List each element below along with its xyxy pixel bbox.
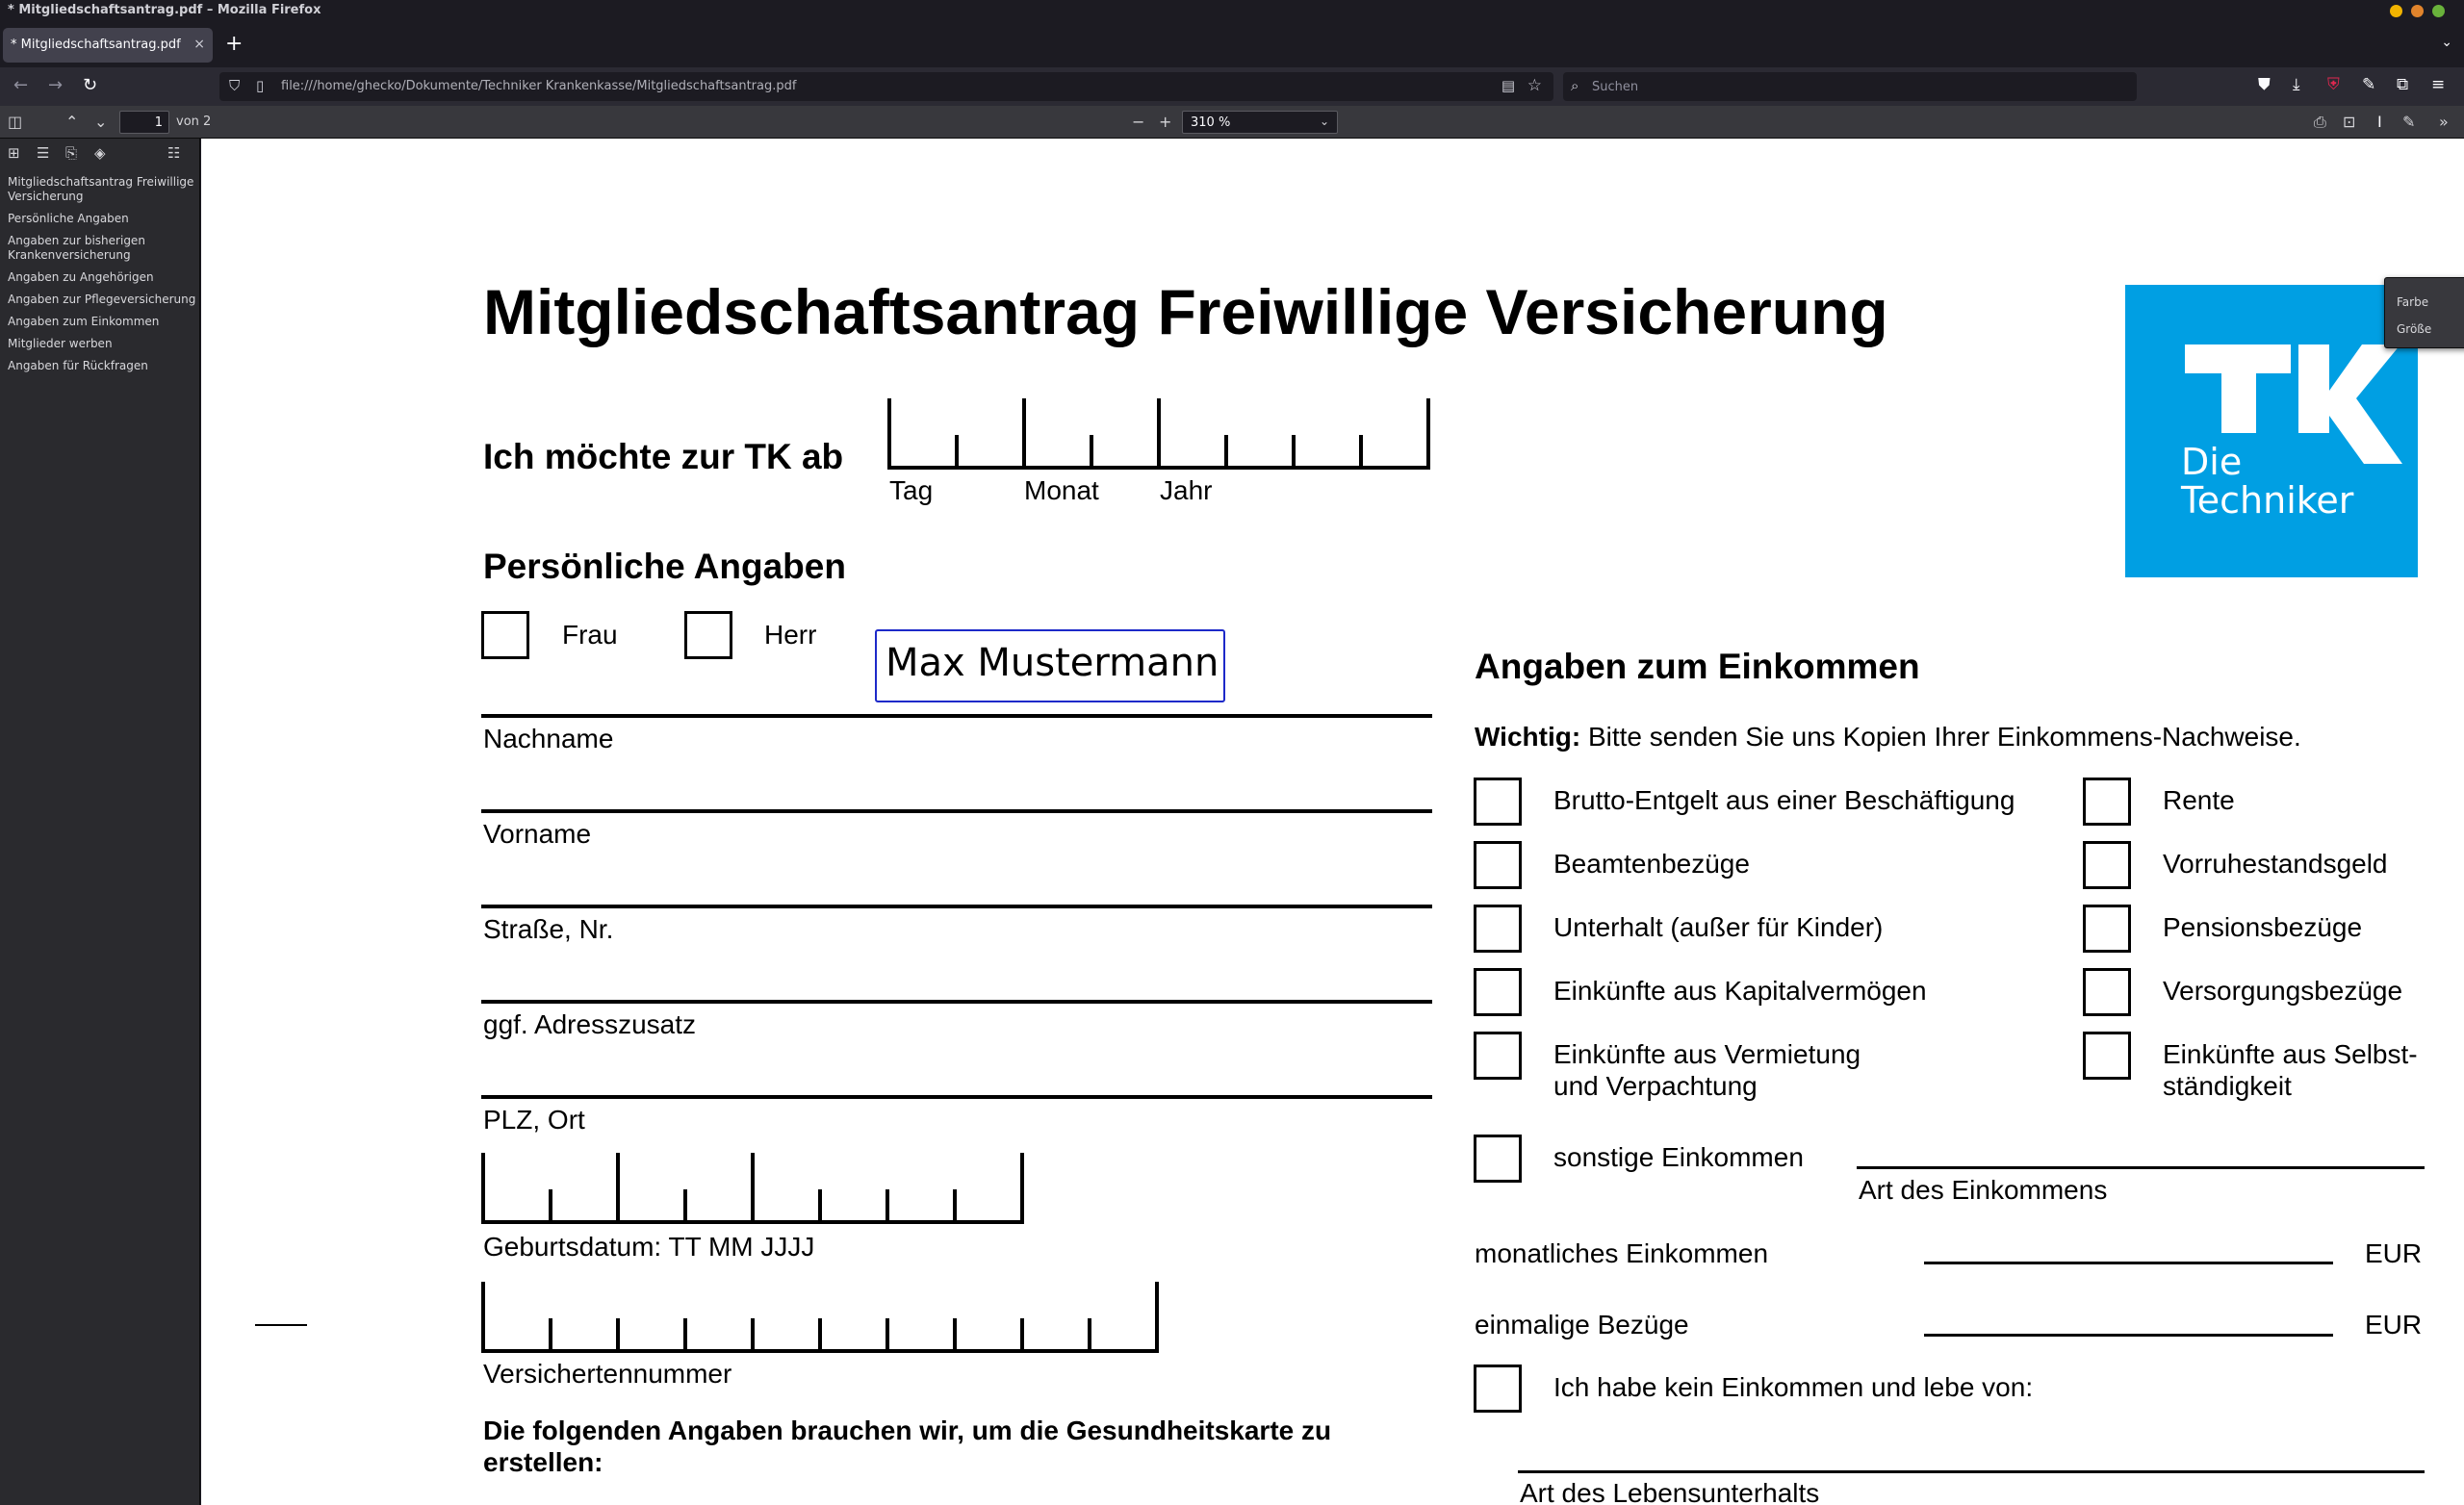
one-time-label: einmalige Bezüge (1475, 1310, 1689, 1339)
kapital-checkbox[interactable] (1474, 968, 1522, 1016)
previous-page-icon[interactable]: ⌃ (65, 113, 79, 131)
tab-label: * Mitgliedschaftsantrag.pdf (11, 38, 181, 52)
zoom-in-icon[interactable]: + (1159, 113, 1172, 131)
maximize-button[interactable] (2411, 5, 2424, 17)
close-window-button[interactable] (2432, 5, 2445, 17)
no-income-checkbox[interactable] (1474, 1365, 1522, 1413)
pdf-page (201, 139, 2464, 1505)
herr-checkbox[interactable] (684, 611, 732, 659)
outline-item[interactable]: Angaben zur bisherigen Krankenversicherung (8, 234, 145, 262)
tk-logo-text-techniker: Techniker (2181, 479, 2354, 522)
strasse-label: Straße, Nr. (483, 914, 614, 944)
app-menu-icon[interactable]: ≡ (2431, 75, 2446, 94)
outline-item[interactable]: Angaben für Rückfragen (8, 359, 148, 372)
one-time-currency: EUR (2365, 1310, 2423, 1339)
sonstige-label: sonstige Einkommen (1553, 1142, 1804, 1172)
navigation-bar (0, 67, 2464, 106)
one-time-line[interactable] (1924, 1334, 2333, 1337)
outline-item[interactable]: Angaben zu Angehörigen (8, 270, 154, 284)
other-income-line[interactable] (1857, 1166, 2425, 1169)
draw-icon[interactable]: ✎ (2402, 113, 2416, 131)
tracking-shield-icon[interactable]: ⛉ (229, 77, 241, 94)
unterhalt-checkbox[interactable] (1474, 905, 1522, 953)
frau-checkbox[interactable] (481, 611, 529, 659)
page-number-input[interactable] (119, 111, 169, 134)
personal-heading: Persönliche Angaben (483, 547, 846, 586)
document-outline (8, 175, 196, 381)
day-label: Tag (889, 475, 934, 505)
adresszusatz-line[interactable] (481, 1000, 1432, 1004)
nachname-label: Nachname (483, 724, 614, 753)
beamten-checkbox[interactable] (1474, 841, 1522, 889)
vorname-line[interactable] (481, 809, 1432, 813)
frau-label: Frau (562, 620, 618, 650)
selbststaendig-label: Einkünfte aus Selbst- (2163, 1039, 2418, 1069)
window-controls (2390, 5, 2445, 17)
sidebar-tabs (0, 139, 200, 167)
pocket-icon[interactable]: ⛊ (2258, 75, 2271, 94)
back-icon[interactable]: ← (13, 75, 29, 95)
herr-label: Herr (764, 620, 817, 650)
tab-close-icon[interactable]: × (193, 37, 205, 52)
geburtsdatum-label: Geburtsdatum: TT MM JJJJ (483, 1232, 815, 1262)
unterhalt-label: Unterhalt (außer für Kinder) (1553, 912, 1884, 942)
page-count: von 2 (176, 115, 212, 129)
plz-ort-label: PLZ, Ort (483, 1105, 585, 1135)
outline-item[interactable]: Persönliche Angaben (8, 212, 129, 225)
color-label: Farbe (2397, 295, 2429, 309)
save-icon[interactable]: ⊡ (2343, 113, 2356, 131)
income-note-text: Bitte senden Sie uns Kopien Ihrer Einkommens-Nachweise. (1580, 722, 2301, 752)
monthly-income-line[interactable] (1924, 1262, 2333, 1264)
no-income-label: Ich habe kein Einkommen und lebe von: (1553, 1372, 2034, 1402)
page-info-icon[interactable]: ▯ (256, 77, 265, 94)
attachments-icon[interactable]: ⎘ (65, 144, 78, 162)
next-page-icon[interactable]: ⌄ (94, 113, 108, 131)
document-title: Mitgliedschaftsantrag Freiwillige Versicherung (483, 276, 1888, 347)
livelihood-line[interactable] (1518, 1470, 2425, 1473)
join-heading: Ich möchte zur TK ab (483, 437, 844, 476)
versorgung-label: Versorgungsbezüge (2163, 976, 2403, 1006)
zoom-value: 310 % (1191, 115, 1231, 130)
year-label: Jahr (1160, 475, 1213, 505)
layers-icon[interactable]: ◈ (94, 144, 106, 162)
ublock-icon[interactable]: ⛨ (2327, 75, 2340, 94)
pension-checkbox[interactable] (2083, 905, 2131, 953)
strasse-line[interactable] (481, 905, 1432, 908)
sidebar-toggle-icon[interactable]: ◫ (8, 113, 23, 131)
zoom-out-icon[interactable]: − (1132, 113, 1145, 131)
brutto-label: Brutto-Entgelt aus einer Beschäftigung (1553, 785, 2015, 815)
downloads-icon[interactable]: ⤓ (2293, 75, 2300, 94)
annotation-params-popup (2384, 277, 2464, 348)
livelihood-label: Art des Lebensunterhalts (1520, 1478, 1820, 1505)
pdf-sidebar (0, 139, 200, 1505)
versichertennummer-label: Versichertennummer (483, 1359, 732, 1389)
new-tab-button[interactable]: + (225, 32, 244, 56)
reader-view-icon[interactable]: ▤ (1501, 77, 1515, 94)
tk-logo (2125, 285, 2418, 577)
print-icon[interactable]: ⎙ (2314, 113, 2326, 131)
minimize-button[interactable] (2390, 5, 2402, 17)
card-note: Die folgenden Angaben brauchen wir, um die Gesundheitskarte zu erstellen: (483, 1416, 1332, 1477)
name-field-value[interactable]: Max Mustermann (886, 641, 1219, 685)
plz-ort-line[interactable] (481, 1095, 1432, 1099)
income-heading: Angaben zum Einkommen (1475, 647, 1920, 686)
pdf-toolbar (0, 106, 2464, 139)
income-note-bold: Wichtig: (1475, 722, 1581, 752)
window-title: * Mitgliedschaftsantrag.pdf – Mozilla Firefox (8, 3, 321, 17)
vermietung-label-2: und Verpachtung (1553, 1071, 1758, 1101)
reload-icon[interactable]: ↻ (83, 75, 98, 95)
versorgung-checkbox[interactable] (2083, 968, 2131, 1016)
tk-logo-text-die: Die (2181, 441, 2243, 483)
vorruhestand-checkbox[interactable] (2083, 841, 2131, 889)
rente-label: Rente (2163, 785, 2235, 815)
vermietung-checkbox[interactable] (1474, 1032, 1522, 1080)
search-icon: ⌕ (1571, 77, 1579, 94)
tk-logo-mark (2125, 285, 2418, 577)
outline-item[interactable]: Angaben zur Pflegeversicherung (8, 293, 196, 306)
url-text[interactable]: file:///home/ghecko/Dokumente/Techniker Krankenkasse/Mitgliedschaftsantrag.pdf (281, 79, 797, 93)
join-date-boxes[interactable] (887, 398, 1446, 477)
other-income-type-label: Art des Einkommens (1859, 1175, 2108, 1205)
monthly-currency: EUR (2365, 1238, 2423, 1268)
monthly-income-label: monatliches Einkommen (1475, 1238, 1769, 1268)
text-editor-icon[interactable]: I (2377, 113, 2382, 131)
bookmark-star-icon[interactable]: ☆ (1527, 76, 1542, 95)
sonstige-checkbox[interactable] (1474, 1135, 1522, 1183)
selbststaendig-checkbox[interactable] (2083, 1032, 2131, 1080)
list-all-tabs-icon[interactable]: ⌄ (2441, 35, 2452, 50)
outline-item[interactable]: Angaben zum Einkommen (8, 315, 160, 328)
extension-icon[interactable]: ✎ (2362, 75, 2376, 94)
outline-icon[interactable]: ☰ (37, 144, 50, 162)
kapital-label: Einkünfte aus Kapitalvermögen (1553, 976, 1927, 1006)
thumbnails-icon[interactable]: ⊞ (8, 144, 20, 162)
name-form-field[interactable] (875, 629, 1225, 702)
pdf-viewer (201, 139, 2464, 1505)
vorruhestand-label: Vorruhestandsgeld (2163, 849, 2388, 879)
vermietung-label: Einkünfte aus Vermietung (1553, 1039, 1861, 1069)
search-input[interactable] (1592, 76, 2112, 97)
size-label: Größe (2397, 322, 2432, 336)
income-note (1475, 722, 2301, 752)
brutto-checkbox[interactable] (1474, 778, 1522, 826)
url-bar[interactable] (219, 72, 1553, 101)
window-titlebar (0, 0, 2464, 23)
vorname-label: Vorname (483, 819, 592, 849)
chevron-down-icon: ⌄ (1319, 115, 1329, 128)
expand-outline-icon[interactable]: ☷ (167, 144, 181, 162)
tools-menu-icon[interactable]: » (2439, 113, 2449, 131)
extensions-icon[interactable]: ⧉ (2397, 75, 2409, 94)
tab-strip (0, 23, 2464, 67)
forward-icon[interactable]: → (48, 75, 64, 95)
tab-mitgliedschaftsantrag[interactable] (3, 28, 213, 63)
outline-item[interactable]: Mitglieder werben (8, 337, 113, 350)
pension-label: Pensionsbezüge (2163, 912, 2363, 942)
rente-checkbox[interactable] (2083, 778, 2131, 826)
adresszusatz-label: ggf. Adresszusatz (483, 1009, 697, 1039)
month-label: Monat (1024, 475, 1099, 505)
zoom-select[interactable] (1182, 111, 1338, 134)
nachname-line[interactable] (481, 714, 1432, 718)
selbststaendig-label-2: ständigkeit (2163, 1071, 2292, 1101)
birthdate-boxes[interactable] (481, 1153, 1040, 1232)
search-bar[interactable] (1563, 72, 2137, 101)
beamten-label: Beamtenbezüge (1553, 849, 1750, 879)
versichertennummer-boxes[interactable] (481, 1282, 1174, 1361)
outline-item[interactable]: Mitgliedschaftsantrag Freiwillige Versicherung (8, 175, 194, 203)
